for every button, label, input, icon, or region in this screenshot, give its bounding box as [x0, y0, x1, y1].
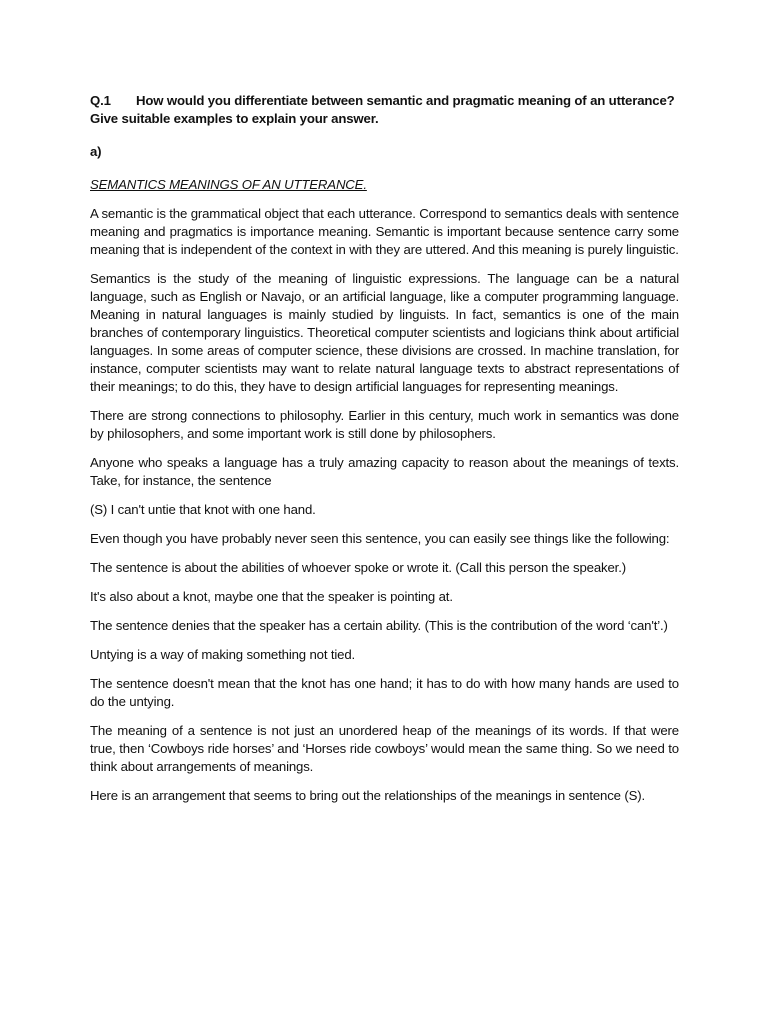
paragraph-reasoning-capacity: Anyone who speaks a language has a truly amazing capacity to reason about the meanings of texts. Take, for instance, the sentence — [90, 455, 679, 488]
question — [90, 92, 679, 128]
part-label: a) — [90, 144, 102, 159]
paragraph-example-sentence: (S) I can't untie that knot with one hand. — [90, 502, 316, 517]
paragraph-following: Even though you have probably never seen this sentence, you can easily see things like the following: — [90, 531, 670, 546]
paragraph-untying: Untying is a way of making something not tied. — [90, 647, 356, 662]
paragraph-knot: It's also about a knot, maybe one that the speaker is pointing at. — [90, 589, 453, 604]
paragraph-one-hand: The sentence doesn't mean that the knot has one hand; it has to do with how many hands are used to do the untying. — [90, 676, 679, 709]
section-heading: SEMANTICS MEANINGS OF AN UTTERANCE. — [90, 177, 367, 192]
paragraph-abilities: The sentence is about the abilities of whoever spoke or wrote it. (Call this person the speaker.) — [90, 560, 626, 575]
paragraph-philosophy: There are strong connections to philosophy. Earlier in this century, much work in semantics was done by philosophers, and some important work is still done by philosophers. — [90, 408, 679, 441]
question-number: Q.1 — [90, 93, 111, 108]
paragraph-unordered-heap: The meaning of a sentence is not just an unordered heap of the meanings of its words. If that were true, then ‘Cowboys ride horses’ and ‘Horses ride cowboys’ would mean the same thing. So we need to think about arrangements of meanings. — [90, 723, 679, 774]
paragraph-arrangement: Here is an arrangement that seems to bring out the relationships of the meanings in sentence (S). — [90, 788, 646, 803]
question-text: How would you differentiate between semantic and pragmatic meaning of an utterance? Give suitable examples to explain your answer. — [90, 93, 675, 126]
paragraph-denies: The sentence denies that the speaker has a certain ability. (This is the contribution of the word ‘can't’.) — [90, 618, 668, 633]
paragraph-definition: A semantic is the grammatical object that each utterance. Correspond to semantics deals with sentence meaning and pragmatics is importance meaning. Semantic is important because sentence carry some meaning that is independent of the context in with they are uttered. And this meaning is purely linguistic. — [90, 206, 679, 257]
document-page — [90, 92, 679, 816]
paragraph-study-of-meaning: Semantics is the study of the meaning of linguistic expressions. The language can be a natural language, such as English or Navajo, or an artificial language, like a computer programming language. Meaning in natural languages is mainly studied by linguists. In fact, semantics is one of the main branches of contemporary linguistics. Theoretical computer scientists and logicians think about artificial languages. In some areas of computer science, these divisions are crossed. In machine translation, for instance, computer scientists may want to relate natural language texts to abstract representations of their meanings; to do this, they have to design artificial languages for representing meanings. — [90, 271, 679, 394]
